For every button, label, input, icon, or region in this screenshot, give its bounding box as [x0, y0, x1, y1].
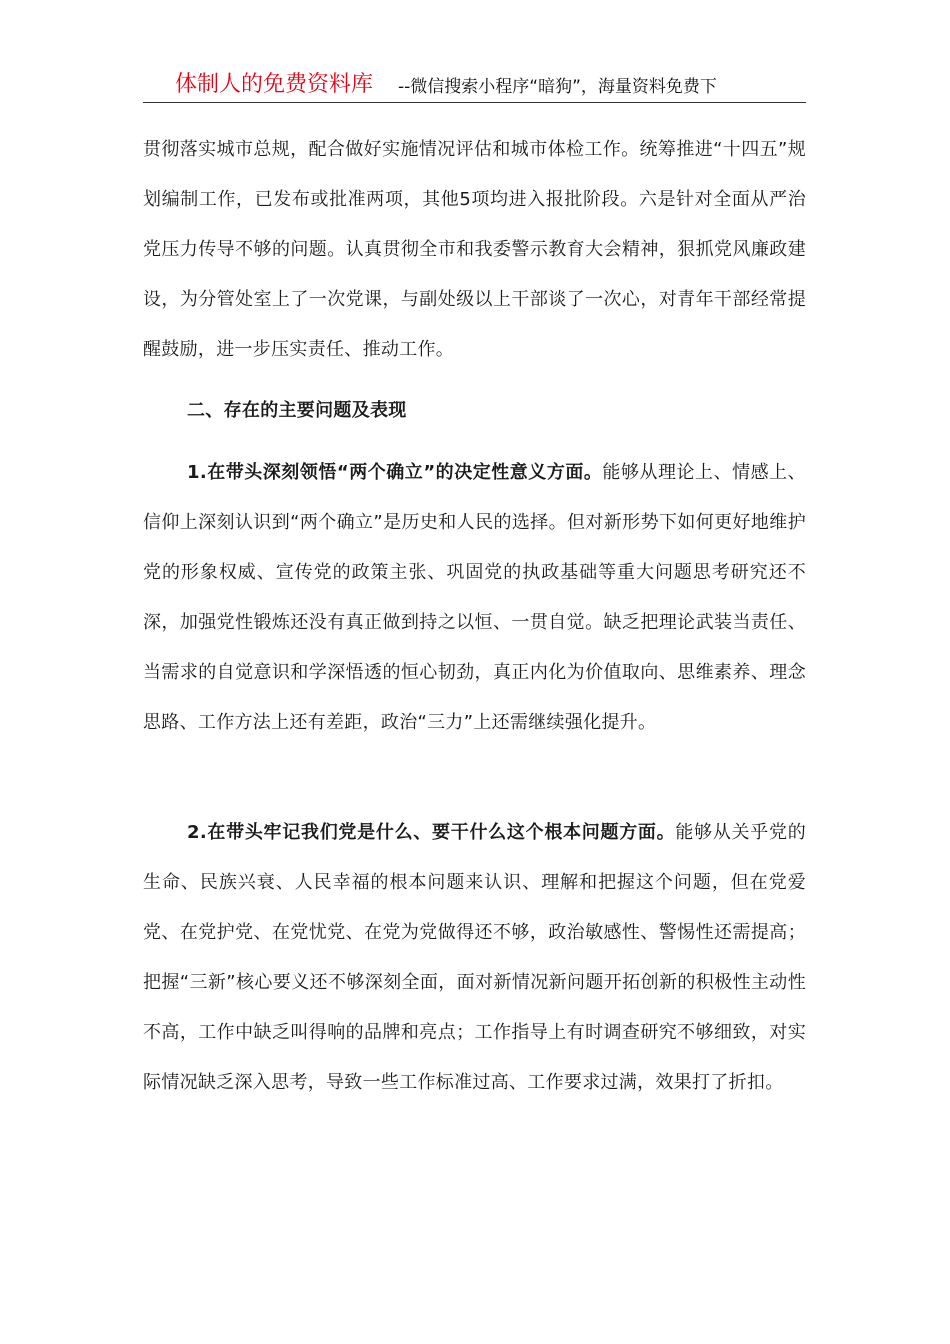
- paragraph-item-2: [143, 808, 806, 1108]
- paragraph-text: 贯彻落实城市总规，配合做好实施情况评估和城市体检工作。统筹推进“十四五”规划编制工作，已发布或批准两项，其他5项均进入报批阶段。六是针对全面从严治党压力传导不够的问题。认真贯彻全市和我委警示教育大会精神，狠抓党风廉政建设，为分管处室上了一次党课，与副处级以上干部谈了一次心，对青年干部经常提醒鼓励，进一步压实责任、推动工作。: [143, 139, 806, 360]
- paragraph-text: 能够从理论上、情感上、信仰上深刻认识到“两个确立”是历史和人民的选择。但对新形势下如何更好地维护党的形象权威、宣传党的政策主张、巩固党的执政基础等重大问题思考研究还不深，加强党性锻炼还没有真正做到持之以恒、一贯自觉。缺乏把理论武装当责任、当需求的自觉意识和学深悟透的恒心韧劲，真正内化为价值取向、思维素养、理念思路、工作方法上还有差距，政治“三力”上还需继续强化提升。: [143, 462, 806, 733]
- page-header: [143, 70, 806, 103]
- paragraph-lead: 2.在带头牢记我们党是什么、要干什么这个根本问题方面。: [187, 822, 676, 843]
- section-heading: [143, 386, 806, 436]
- header-tagline: --微信搜索小程序“暗狗”，海量资料免费下: [398, 77, 717, 97]
- header-brand: 体制人的免费资料库: [175, 72, 374, 97]
- paragraph-item-1: [143, 448, 806, 748]
- paragraph-continuation: [143, 125, 806, 375]
- paragraph-lead: 1.在带头深刻领悟“两个确立”的决定性意义方面。: [187, 462, 603, 483]
- paragraph-text: 能够从关乎党的生命、民族兴衰、人民幸福的根本问题来认识、理解和把握这个问题，但在党爱党、在党护党、在党忧党、在党为党做得还不够，政治敏感性、警惕性还需提高；把握“三新”核心要义还不够深刻全面，面对新情况新问题开拓创新的积极性主动性不高，工作中缺乏叫得响的品牌和亮点；工作指导上有时调查研究不够细致，对实际情况缺乏深入思考，导致一些工作标准过高、工作要求过满，效果打了折扣。: [143, 822, 806, 1093]
- section-heading-text: 二、存在的主要问题及表现: [187, 400, 407, 421]
